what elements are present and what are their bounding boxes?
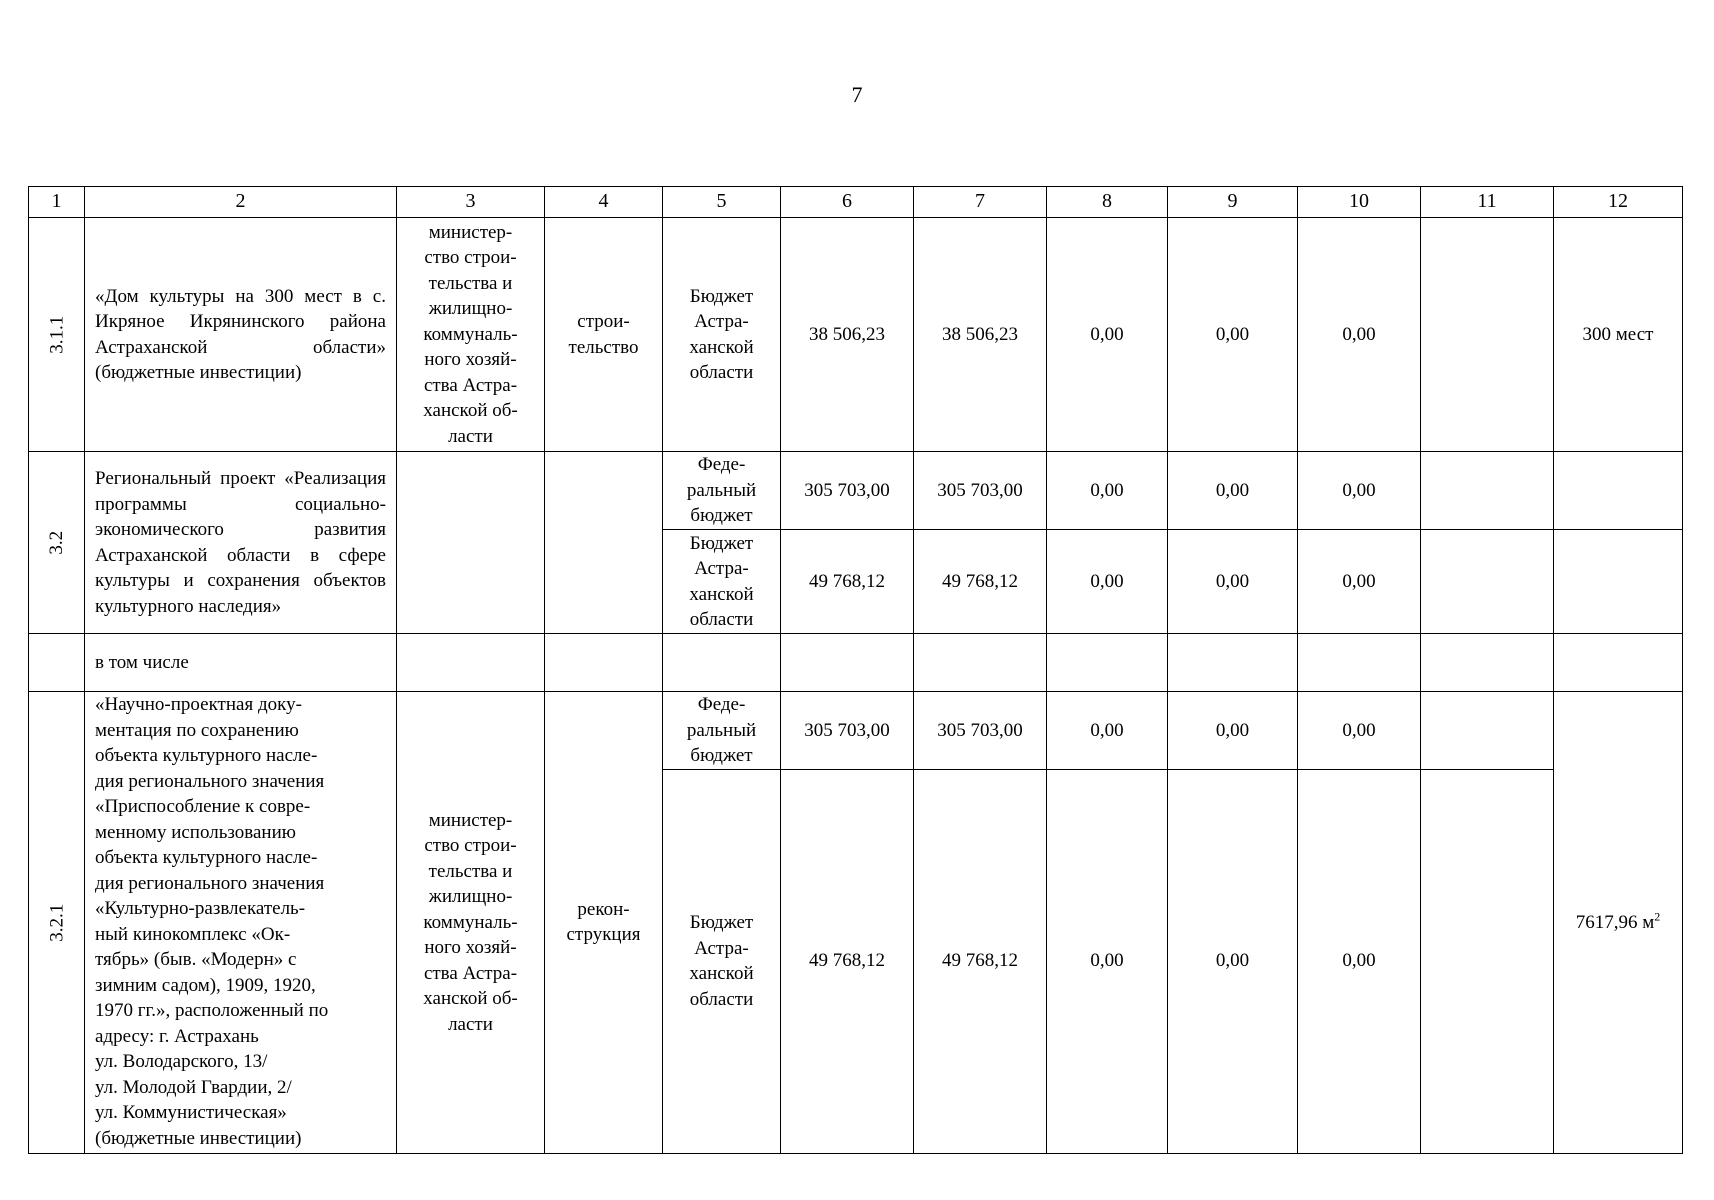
value-cell-7: 38 506,23 [914, 218, 1047, 452]
empty-cell [914, 634, 1047, 692]
funding-source-cell: Феде- ральный бюджет [663, 692, 781, 770]
value-cell-6: 49 768,12 [781, 530, 914, 634]
work-type-cell [545, 452, 663, 634]
row-number: 3.2 [29, 452, 85, 634]
row-number: 3.1.1 [29, 218, 85, 452]
header-cell: 3 [397, 187, 545, 218]
value-cell-8: 0,00 [1047, 530, 1168, 634]
value-cell-8: 0,00 [1047, 769, 1168, 1153]
table-row-3-1-1 [29, 218, 1683, 452]
value-cell-11 [1421, 692, 1554, 770]
header-cell: 12 [1554, 187, 1683, 218]
funding-source-cell: Бюджет Астра- ханской области [663, 769, 781, 1153]
value-cell-11 [1421, 530, 1554, 634]
header-cell: 8 [1047, 187, 1168, 218]
value-cell-8: 0,00 [1047, 692, 1168, 770]
value-cell-9: 0,00 [1168, 530, 1298, 634]
value-cell-10: 0,00 [1298, 530, 1421, 634]
executor-cell [397, 452, 545, 634]
work-type-cell: строи- тельство [545, 218, 663, 452]
work-type-cell: рекон- струкция [545, 692, 663, 1154]
empty-cell [1298, 634, 1421, 692]
header-row [29, 187, 1683, 218]
header-cell: 10 [1298, 187, 1421, 218]
value-cell-9: 0,00 [1168, 769, 1298, 1153]
value-cell-10: 0,00 [1298, 692, 1421, 770]
value-cell-6: 38 506,23 [781, 218, 914, 452]
header-cell: 1 [29, 187, 85, 218]
header-cell: 11 [1421, 187, 1554, 218]
value-cell-7: 305 703,00 [914, 452, 1047, 530]
including-label: в том числе [85, 634, 397, 692]
value-cell-11 [1421, 769, 1554, 1153]
row-number [29, 634, 85, 692]
empty-cell [1168, 634, 1298, 692]
value-cell-9: 0,00 [1168, 692, 1298, 770]
table-row-3-2-federal [29, 452, 1683, 530]
empty-cell [663, 634, 781, 692]
empty-cell [1047, 634, 1168, 692]
value-cell-7: 49 768,12 [914, 530, 1047, 634]
funding-source-cell: Бюджет Астра- ханской области [663, 530, 781, 634]
value-cell-7: 49 768,12 [914, 769, 1047, 1153]
executor-cell: министер- ство строи- тельства и жилищно- коммуналь- ного хозяй- ства Астра- ханской об- ласти [397, 218, 545, 452]
row-number: 3.2.1 [29, 692, 85, 1154]
value-cell-9: 0,00 [1168, 452, 1298, 530]
header-cell: 5 [663, 187, 781, 218]
header-cell: 6 [781, 187, 914, 218]
value-cell-10: 0,00 [1298, 769, 1421, 1153]
header-cell: 9 [1168, 187, 1298, 218]
value-cell-9: 0,00 [1168, 218, 1298, 452]
value-cell-6: 49 768,12 [781, 769, 914, 1153]
budget-table [28, 186, 1683, 1154]
capacity-cell: 300 мест [1554, 218, 1683, 452]
executor-cell: министер- ство строи- тельства и жилищно- коммуналь- ного хозяй- ства Астра- ханской об- ласти [397, 692, 545, 1154]
empty-cell [545, 634, 663, 692]
funding-source-cell: Бюджет Астра- ханской области [663, 218, 781, 452]
table-row-including [29, 634, 1683, 692]
value-cell-6: 305 703,00 [781, 452, 914, 530]
empty-cell [781, 634, 914, 692]
value-cell-10: 0,00 [1298, 218, 1421, 452]
value-cell-8: 0,00 [1047, 452, 1168, 530]
area-cell: 7617,96 $м^2$ [1554, 692, 1683, 1154]
header-cell: 7 [914, 187, 1047, 218]
empty-cell [1554, 634, 1683, 692]
value-cell-10: 0,00 [1298, 452, 1421, 530]
capacity-cell [1554, 452, 1683, 530]
page-number: 7 [851, 82, 863, 107]
value-cell-11 [1421, 218, 1554, 452]
value-cell-8: 0,00 [1047, 218, 1168, 452]
row-name: Региональный проект «Реализация программы социально-экономического развития Астраханской области в сфере культуры и сохранения объектов культурного наследия» [85, 452, 397, 634]
row-name: «Дом культуры на 300 мест в с. Икряное Икрянинского района Астраханской области» (бюджетные инвестиции) [85, 218, 397, 452]
value-cell-11 [1421, 452, 1554, 530]
capacity-cell [1554, 530, 1683, 634]
row-name: «Научно-проектная доку- ментация по сохранению объекта культурного насле- дия регионального значения «Приспособление к совре- менному использованию объекта культурного насле- дия регионального значения «Культурно-развлекатель- ный кинокомплекс «Ок- тябрь» (быв. «Модерн» с зимним садом), 1909, 1920, 1970 гг.», расположенный по адресу: г. Астрахань ул. Володарского, 13/ ул. Молодой Гвардии, 2/ ул. Коммунистическая» (бюджетные инвестиции) [85, 692, 397, 1154]
header-cell: 2 [85, 187, 397, 218]
funding-source-cell: Феде- ральный бюджет [663, 452, 781, 530]
value-cell-6: 305 703,00 [781, 692, 914, 770]
value-cell-7: 305 703,00 [914, 692, 1047, 770]
empty-cell [1421, 634, 1554, 692]
empty-cell [397, 634, 545, 692]
table-row-3-2-1-federal [29, 692, 1683, 770]
header-cell: 4 [545, 187, 663, 218]
